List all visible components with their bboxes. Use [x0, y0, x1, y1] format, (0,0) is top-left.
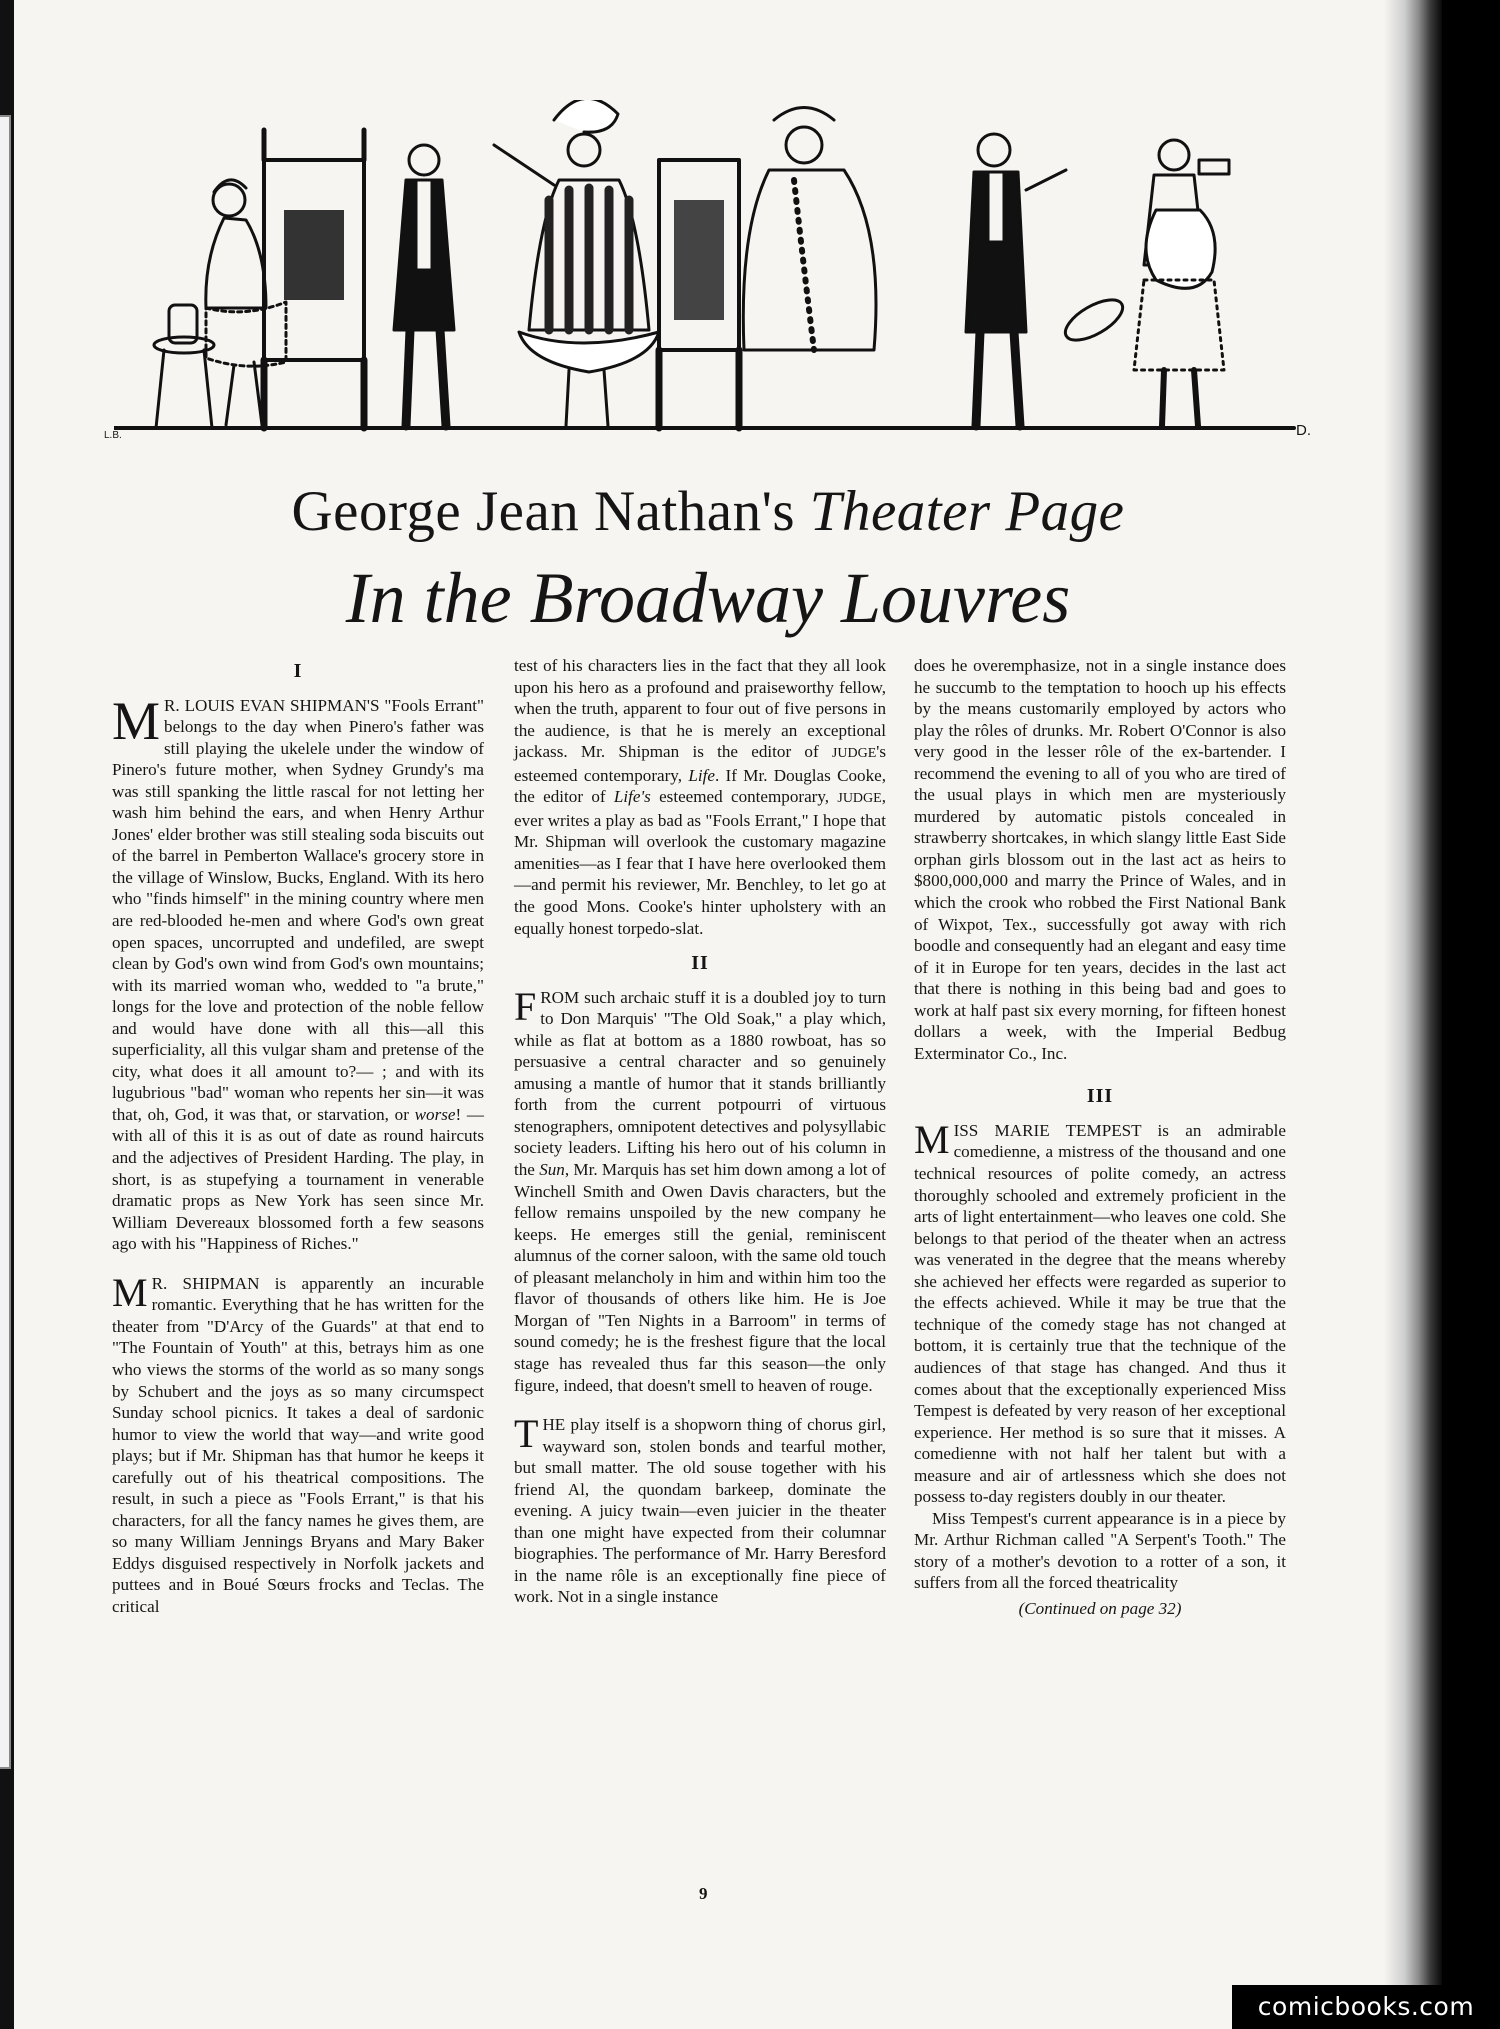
drop-cap: M	[112, 1269, 148, 1315]
continued-note: (Continued on page 32)	[1018, 1598, 1182, 1618]
paragraph: FROM such archaic stuff it is a doubled joy to turn to Don Marquis' "The Old Soak," a play which, while as flat at bottom as a 1880 rowboat, has so persuasive a central character and so genuinely amusing a mantle of humor that it stands brilliantly forth from the current potpourri of virtuous stenographers, omnipotent detectives and polysyllabic society leaders. Lifting his hero out of his column in the Sun, Mr. Marquis has set him down among a lot of Winchell Smith and Owen Davis characters, but the fellow remains unspoiled by the new company he keeps. He emerges still the genial, reminiscent alumnus of the corner saloon, with the same old touch of pleasant melancholy in him and within him too the flavor of thousands of others like him. He is Joe Morgan of "Ten Nights in a Barroom" in terms of sound comedy; he is the freshest figure that the local stage has revealed thus far this season—the only figure, indeed, that doesn't smell to heaven of rouge.	[514, 983, 886, 1395]
paragraph: MISS MARIE TEMPEST is an admirable comedienne, a mistress of the thousand and one technical resources of polite comedy, an actress thoroughly schooled and extremely proficient in the arts of light entertainment—who leaves one cold. She belongs to that period of the theater when an actress was venerated in the degree that the means whereby she achieved her effects were regarded as superior to the effects achieved. While it may be true that the technique of the comedy stage has not changed at bottom, it is certainly true that the technique of the audiences of that stage has changed. And thus it comes about that the exceptionally experienced Miss Tempest is defeated by very reason of her exceptional experience. Her method is so sure that it misses. A comedienne with not half her talent but with a measure and air of artlessness which she does not possess to-day registers doubly in our theater.	[914, 1116, 1286, 1507]
paragraph: M R. SHIPMAN is apparently an incurable romantic. Everything that he has written for the theater from "D'Arcy of the Guards" at that end to "The Fountain of Youth" at this, betrays him as one who views the storms of the world as so many songs by Schubert and the joys as so many circumspect Sunday school picnics. It takes a deal of sardonic humor to view the world that way—and write good plays; but if Mr. Shipman has that humor he keeps it carefully out of his theatrical compositions. The result, in such a piece as "Fools Errant," is that his characters, for all the fancy names he gives them, are so many William Jennings Bryans and Mary Baker Eddys disguised respectively in Norfolk jackets and puttees and in Boué Sœurs frocks and Teclas. The critical	[112, 1269, 484, 1616]
drop-cap: T	[514, 1411, 539, 1457]
paragraph: Miss Tempest's current appearance is in a piece by Mr. Arthur Richman called "A Serpent's Tooth." The story of a mother's devotion to a rotter of a son, it suffers from all the forced theatricality	[914, 1508, 1286, 1593]
drop-cap: M	[112, 690, 161, 751]
paragraph: THE play itself is a shopworn thing of chorus girl, wayward son, stolen bonds and tearful mother, but small matter. The old souse together with his friend Al, the quondam barkeep, dominate the evening. A juicy twain—even juicier in the theater than one might have expected from their columnar biographies. The performance of Mr. Harry Beresford in the name rôle is an exceptionally fine piece of work. Not in a single instance	[514, 1411, 886, 1607]
article-column-3	[914, 655, 1286, 1620]
section-heading-1: I	[293, 660, 303, 682]
drop-cap: M	[914, 1116, 950, 1162]
section-heading-3: III	[1086, 1085, 1114, 1108]
drop-cap: F	[514, 983, 537, 1029]
headline-byline: George Jean Nathan's	[291, 480, 810, 543]
article-column-2	[514, 655, 886, 1608]
page-number: 9	[699, 1884, 708, 1903]
site-watermark: comicbooks.com	[1232, 1985, 1500, 2029]
headline-line-1	[14, 477, 1402, 547]
signature-left: L.B.	[104, 430, 122, 441]
left-page-edge	[0, 0, 14, 2029]
signature-right: D.	[1296, 422, 1311, 439]
headline-theater-page: Theater Page	[809, 480, 1125, 543]
paragraph: does he overemphasize, not in a single instance does he succumb to the temptation to hooch up his effects by the means customarily employed by actors who play the rôles of drunks. Mr. Robert O'Connor is also very good in the lesser rôle of the ex-bartender. I recommend the evening to all of you who are tired of the usual plays in which men are mysteriously murdered by automatic pistols concealed in strawberry shortcakes, in which slangy little East Side orphan girls blossom out in the last act as heirs to $800,000,000 and marry the Prince of Wales, and in which the crook who robbed the First National Bank of Wixpot, Tex., successfully got away with rich boodle and consequently had an elegant and easy time of it in Europe for ten years, decides in the last act that there is nothing in this being bad and goes to work at half past six every morning, for fifteen honest dollars a week, with the Imperial Bedbug Exterminator Co., Inc.	[914, 656, 1286, 1063]
header-illustration	[104, 100, 1334, 450]
headline-line-2: In the Broadway Louvres	[345, 558, 1071, 638]
paragraph: M R. LOUIS EVAN SHIPMAN'S "Fools Errant" belongs to the day when Pinero's father was still playing the ukelele under the window of Pinero's future mother, when Sydney Grundy's ma was still spanking the little rascal for not letting her wash him behind the ears, and when Henry Arthur Jones' elder brother was still stealing soda biscuits out of the barrel in Pemberton Wallace's grocery store in the village of Winslow, Bucks, England. With its hero who "finds himself" in the mining country where men are red-blooded he-men and where God's own great open spaces, uncorrupted and undefiled, are swept clean by God's own wind from God's own mountains; with its married woman who, wedded to "a brute," longs for the love and protection of the noble fellow and would have done with all this—all this superficiality, all this vulgar sham and pretense of the city, what does it all amount to?— ; and with its lugubrious "bad" woman who repents her sin—it was that, oh, God, it was that, or starvation, or worse! — with all of this it is as out of date as round haircuts and the adjectives of President Harding. The play, in short, is as stupefying a tournament in venerable dramatic props as New York has seen since Mr. William Devereaux blossomed forth a few seasons ago with his "Happiness of Riches."	[112, 690, 485, 1254]
magazine-page	[14, 0, 1442, 2029]
binding-spine-shadow	[1384, 0, 1442, 2029]
theater-cartoon-drawing	[114, 100, 1334, 450]
section-heading-2: II	[691, 952, 709, 975]
paragraph: test of his characters lies in the fact that they all look upon his hero as a profound and praiseworthy fellow, when the truth, apparent to four out of five persons in the audience, is that he is merely an exceptional jackass. Mr. Shipman is the editor of JUDGE's esteemed contemporary, Life. If Mr. Douglas Cooke, the editor of Life's esteemed contemporary, JUDGE, ever writes a play as bad as "Fools Errant," I hope that Mr. Shipman will overlook the customary magazine amenities—as I fear that I have here overlooked them—and permit his reviewer, Mr. Benchley, to let go at the good Mons. Cooke's hinter upholstery with an equally honest torpedo-slat.	[514, 656, 886, 938]
article-column-1	[112, 655, 484, 1618]
